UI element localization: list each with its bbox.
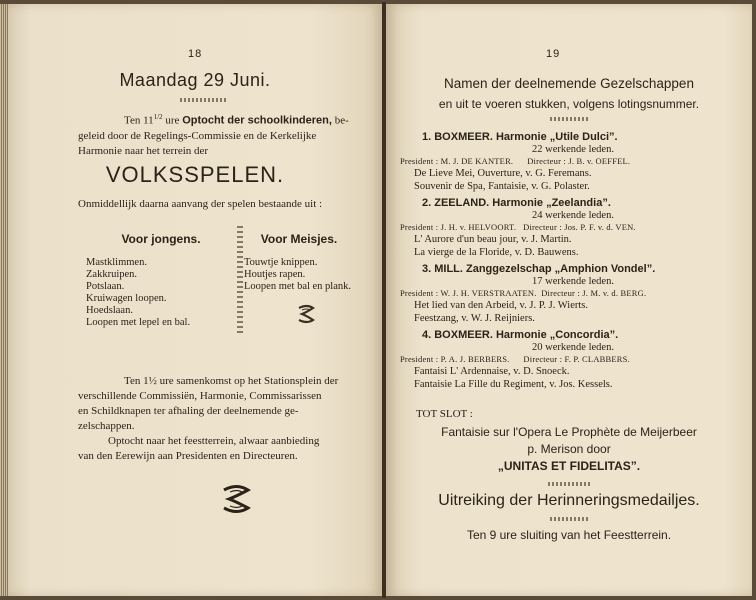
volksspelen-title: VOLKSSPELEN. [105,162,285,187]
page-number: 19 [546,48,561,60]
society-piece: Souvenir de Spa, Fantaisie, v. G. Polaster. [414,181,590,192]
intro-text: Harmonie naar het terrein der [78,144,209,157]
girls-games-column [244,232,382,293]
gathering-line: en Schildknapen ter afhaling der deelnemende ge- [78,405,299,417]
medals-heading: Uitreiking der Herinneringsmedailjes. [438,492,700,509]
society-piece: Het lied van den Arbeid, v. J. P. J. Wierts. [414,300,588,311]
intro-text: be- [331,114,349,127]
finale-line: p. Merison door [527,442,611,456]
boys-games-column [86,232,236,329]
boys-game-item: Zakkruipen. [86,269,138,280]
society-entry [400,329,746,391]
society-piece: Fantaisie La Fille du Regiment, v. Jos. Kessels. [414,379,613,390]
boys-game-item: Hoedslaan. [86,305,133,316]
participants-heading: Namen der deelnemende Gezelschappen [444,76,694,91]
games-intro: Onmiddellijk daarna aanvang der spelen bestaande uit : [78,198,323,210]
society-title: 1. BOXMEER. Harmonie „Utile Dulci”. [422,131,618,143]
column-divider [237,226,243,336]
ornament-divider [550,517,588,521]
participants-subheading: en uit te voeren stukken, volgens lotingsnummer. [438,97,700,111]
intro-text: geleid door de Regelings-Commissie en de Kerkelijke [78,129,317,142]
finale-line: „UNITAS ET FIDELITAS”. [497,459,641,473]
intro-paragraph [78,110,368,159]
intro-bold-text: Optocht der schoolkinderen, [182,114,332,127]
procession-line: van den Eerewijn aan Presidenten en Directeuren. [78,450,298,462]
society-title: 3. MILL. Zanggezelschap „Amphion Vondel”. [422,263,656,275]
society-piece: De Lieve Mei, Ouverture, v. G. Feremans. [414,168,592,179]
gathering-line: zelschappen. [78,420,135,432]
girls-heading: Voor Meisjes. [260,232,338,246]
society-title: 4. BOXMEER. Harmonie „Concordia”. [422,329,619,341]
ornament-divider [180,98,226,102]
societies-list [400,131,746,395]
society-piece: L' Aurore d'un beau jour, v. J. Martin. [414,234,572,245]
boys-games-list [86,257,236,329]
procession-line: Optocht naar het feestterrein, alwaar aanbieding [108,435,320,447]
page-number: 18 [188,48,203,60]
boys-game-item: Mastklimmen. [86,257,147,268]
procession-paragraph [78,434,378,464]
girls-games-list [244,257,382,293]
finale-block [386,424,752,475]
tot-slot-label: TOT SLOT : [416,408,473,420]
ornament-divider [548,482,590,486]
ornament-icon [296,304,318,324]
society-piece: La vierge de la Floride, v. D. Bauwens. [414,247,579,258]
society-title: 2. ZEELAND. Harmonie „Zeelandia”. [422,197,611,209]
society-officers: President : M. J. DE KANTER. Directeur : J. B. v. OEFFEL. [400,156,631,166]
intro-text: ure [162,114,183,127]
society-members: 24 werkende leden. [532,210,614,221]
gathering-line: Ten 1½ ure samenkomst op het Stationsplein der [124,375,339,387]
girls-game-item: Loopen met bal en plank. [244,281,352,292]
boys-heading: Voor jongens. [121,232,201,246]
society-entry [400,131,746,193]
boys-game-item: Potslaan. [86,281,125,292]
closing-line: Ten 9 ure sluiting van het Feestterrein. [466,528,672,542]
society-entry [400,197,746,259]
girls-game-item: Touwtje knippen. [244,257,318,268]
society-members: 22 werkende leden. [532,144,614,155]
boys-game-item: Loopen met lepel en bal. [86,317,191,328]
society-officers: President : J. H. v. HELVOORT. Directeur : Jos. P. F. v. d. VEN. [400,222,636,232]
society-members: 17 werkende leden. [532,276,614,287]
page-edges [0,4,8,596]
girls-game-item: Houtjes rapen. [244,269,306,280]
society-entry [400,263,746,325]
left-page [8,4,382,596]
society-piece: Feestzang, v. W. J. Reijniers. [414,313,535,324]
finale-line: Fantaisie sur l'Opera Le Prophète de Meijerbeer [441,425,697,439]
society-piece: Fantaisi L' Ardennaise, v. D. Snoeck. [414,366,570,377]
society-officers: President : P. A. J. BERBERS. Directeur : F. P. CLABBERS. [400,354,630,364]
intro-text: Ten 11 [124,114,154,127]
ornament-icon [220,484,254,514]
society-officers: President : W. J. H. VERSTRAATEN. Directeur : J. M. v. d. BERG. [400,288,647,298]
society-members: 20 werkende leden. [532,342,614,353]
intro-fraction: 1/2 [153,113,163,121]
ornament-divider [550,117,590,121]
right-page [386,4,752,596]
gathering-line: verschillende Commissiën, Harmonie, Commissarissen [78,390,322,402]
boys-game-item: Kruiwagen loopen. [86,293,167,304]
date-heading: Maandag 29 Juni. [119,70,271,90]
gathering-paragraph [78,374,378,434]
